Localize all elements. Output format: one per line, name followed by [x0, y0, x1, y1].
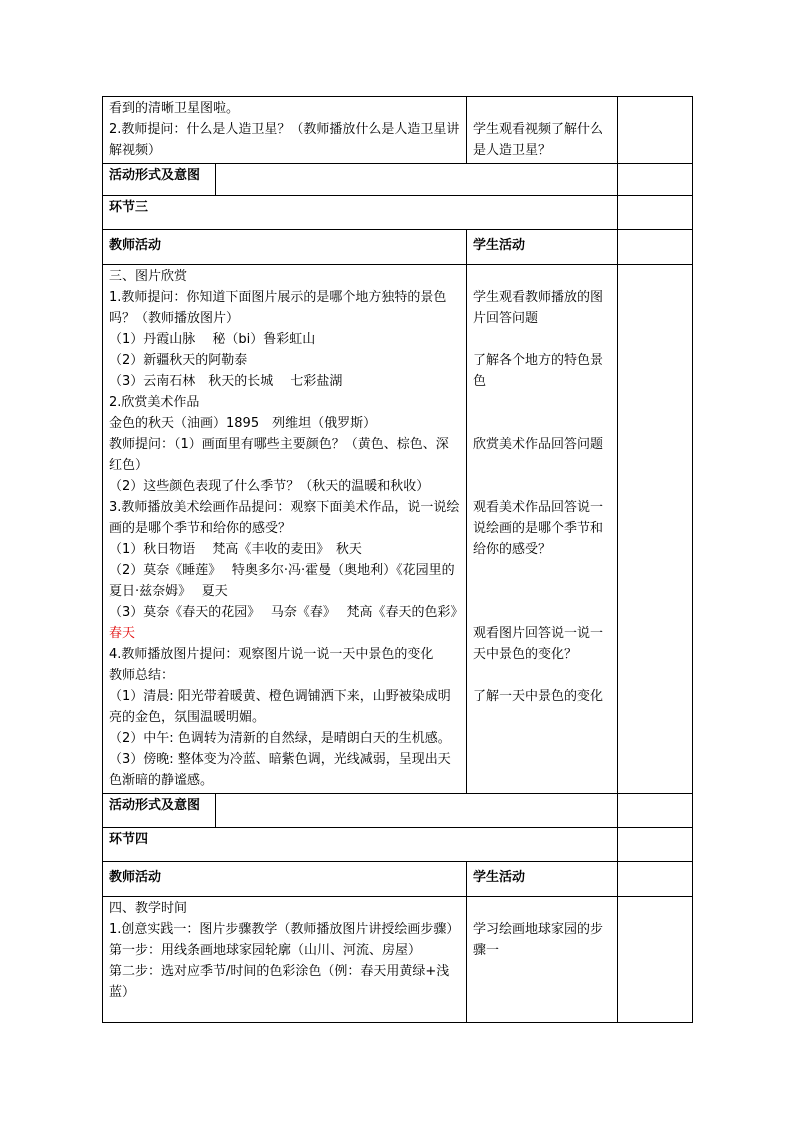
teacher-text: （1）秋日物语 梵高《丰收的麦田》 秋天 [109, 542, 362, 557]
activity-form-label: 活动形式及意图 [103, 794, 216, 828]
teacher-text: 1.创意实践一：图片步骤教学（教师播放图片讲授绘画步骤） [109, 922, 460, 937]
empty-cell [618, 265, 693, 794]
teacher-text: 金色的秋天（油画）1895 列维坦（俄罗斯） [109, 416, 377, 431]
student-activity-cell [467, 265, 618, 794]
teacher-text: 教师总结： [109, 668, 175, 683]
teacher-text: 4.教师播放图片提问：观察图片说一说一天中景色的变化 [109, 647, 434, 662]
empty-cell [618, 862, 693, 897]
student-text: 了解各个地方的特色景色 [473, 353, 604, 389]
teacher-text: 第一步：用线条画地球家园轮廓（山川、河流、房屋） [109, 943, 422, 958]
empty-cell [618, 230, 693, 265]
empty-cell [618, 897, 693, 1023]
section-title: 环节三 [103, 196, 618, 230]
teacher-activity-cell [103, 97, 467, 164]
teacher-text: 三、图片欣赏 [109, 269, 188, 284]
teacher-text: （1）丹霞山脉 秘（bi）鲁彩虹山 [109, 332, 316, 347]
teacher-text: 2.欣赏美术作品 [109, 395, 200, 410]
table-row [103, 196, 693, 230]
table-row [103, 897, 693, 1023]
table-row [103, 794, 693, 828]
student-text: 学生观看视频了解什么是人造卫星？ [473, 122, 604, 158]
student-text: 学生观看教师播放的图片回答问题 [473, 290, 604, 326]
teacher-text: 1.教师提问：你知道下面图片展示的是哪个地方独特的景色吗？（教师播放图片） [109, 290, 447, 326]
student-text: 欣赏美术作品回答问题 [473, 437, 604, 452]
teacher-text: 四、教学时间 [109, 901, 188, 916]
empty-cell [618, 828, 693, 862]
lesson-plan-table [102, 96, 693, 1023]
teacher-text: （1）清晨: 阳光带着暖黄、橙色调铺洒下来，山野被染成明亮的金色，氛围温暖明媚。 [109, 689, 451, 725]
teacher-text: （2）新疆秋天的阿勒泰 [109, 353, 248, 368]
table-row [103, 97, 693, 164]
teacher-activity-cell [103, 897, 467, 1023]
empty-cell [618, 97, 693, 164]
teacher-activity-header: 教师活动 [103, 862, 467, 897]
empty-cell [618, 196, 693, 230]
table-row [103, 828, 693, 862]
student-activity-cell [467, 897, 618, 1023]
teacher-text: （3）傍晚: 整体变为冷蓝、暗紫色调，光线减弱，呈现出天色渐暗的静谧感。 [109, 752, 451, 788]
table-row [103, 230, 693, 265]
teacher-text: 3.教师播放美术绘画作品提问：观察下面美术作品，说一说绘画的是哪个季节和给你的感受？ [109, 500, 460, 536]
table-row [103, 164, 693, 196]
table-row [103, 862, 693, 897]
empty-cell [216, 794, 618, 828]
student-text: 观看美术作品回答说一说绘画的是哪个季节和给你的感受？ [473, 500, 604, 557]
teacher-text: 看到的清晰卫星图啦。 [109, 101, 240, 116]
teacher-text: 教师提问：（1）画面里有哪些主要颜色？（黄色、棕色、深红色） [109, 437, 449, 473]
teacher-activity-header: 教师活动 [103, 230, 467, 265]
student-activity-cell [467, 97, 618, 164]
teacher-text: （2）中午: 色调转为清新的自然绿，是晴朗白天的生机感。 [109, 731, 451, 746]
activity-form-label: 活动形式及意图 [103, 164, 216, 196]
student-text: 学习绘画地球家园的步骤一 [473, 922, 604, 958]
teacher-text: 2.教师提问：什么是人造卫星？（教师播放什么是人造卫星讲解视频） [109, 122, 460, 158]
student-text: 观看图片回答说一说一天中景色的变化？ [473, 626, 604, 662]
student-activity-header: 学生活动 [467, 230, 618, 265]
student-text: 了解一天中景色的变化 [473, 689, 604, 704]
empty-cell [618, 164, 693, 196]
teacher-activity-cell [103, 265, 467, 794]
section-title: 环节四 [103, 828, 618, 862]
table-row [103, 265, 693, 794]
student-activity-header: 学生活动 [467, 862, 618, 897]
teacher-text: （3）云南石林 秋天的长城 七彩盐湖 [109, 374, 343, 389]
empty-cell [216, 164, 618, 196]
empty-cell [618, 794, 693, 828]
season-highlight: 春天 [109, 626, 136, 641]
teacher-text: （3）莫奈《春天的花园》 马奈《春》 梵高《春天的色彩》 春天 [109, 605, 458, 641]
teacher-text: （2）莫奈《睡莲》 特奥多尔·冯·霍曼（奥地利）《花园里的夏日·兹奈姆》 夏天 [109, 563, 455, 599]
teacher-text: 第二步：选对应季节/时间的色彩涂色（例：春天用黄绿+浅蓝） [109, 964, 450, 1000]
teacher-text: （2）这些颜色表现了什么季节？（秋天的温暖和秋收） [109, 479, 430, 494]
